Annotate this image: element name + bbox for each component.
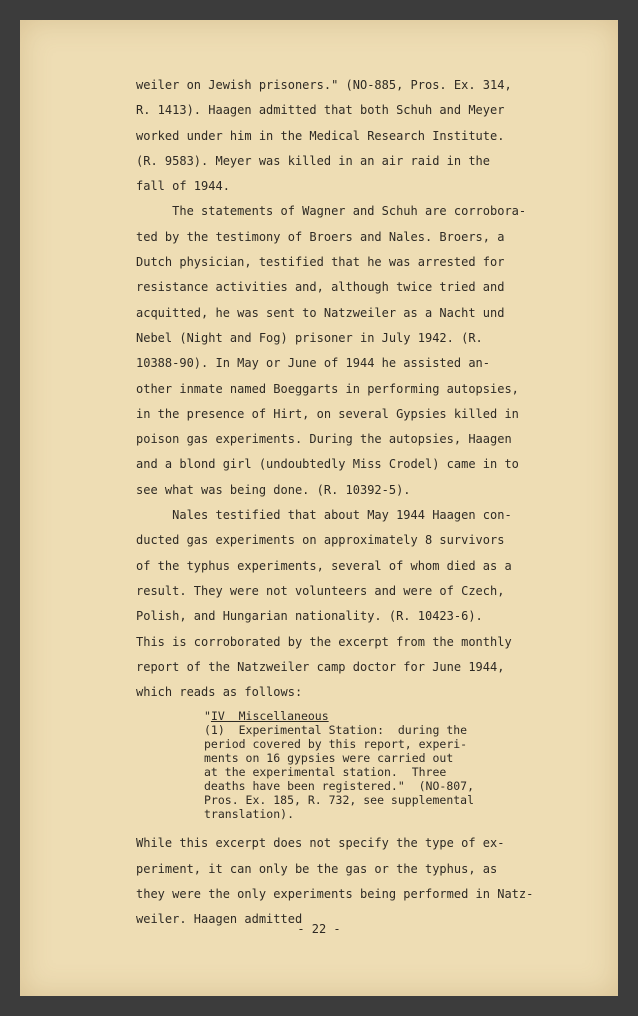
quote-line: at the experimental station. Three [204,765,447,780]
text-line: R. 1413). Haagen admitted that both Schuh and Meyer [136,103,505,118]
paragraph-1 [136,73,566,199]
text-line: report of the Natzweiler camp doctor for June 1944, [136,659,505,674]
text-line: in the presence of Hirt, on several Gypsies killed in [136,406,519,421]
text-line: periment, it can only be the gas or the typhus, as [136,861,498,876]
text-line: Polish, and Hungarian nationality. (R. 10423-6). [136,609,483,624]
text-line: Dutch physician, testified that he was arrested for [136,255,505,270]
text-line: Nales testified that about May 1944 Haagen con- [136,508,512,523]
document-page [20,20,618,996]
block-quote [204,709,566,821]
text-line: weiler on Jewish prisoners." (NO-885, Pros. Ex. 314, [136,78,512,92]
text-line: which reads as follows: [136,685,303,700]
quote-line: translation). [204,807,295,822]
quote-open-mark: " [204,709,211,724]
text-line: and a blond girl (undoubtedly Miss Crodel) came in to [136,457,519,472]
text-line: (R. 9583). Meyer was killed in an air raid in the [136,153,491,168]
text-line: resistance activities and, although twice tried and [136,280,505,295]
quote-line: deaths have been registered." (NO-807, [204,779,475,794]
paragraph-2 [136,199,566,503]
text-line: they were the only experiments being performed in Natz- [136,887,534,902]
text-line: of the typhus experiments, several of whom died as a [136,558,512,573]
quote-line: Pros. Ex. 185, R. 732, see supplemental [204,793,475,808]
paragraph-4 [136,831,566,932]
text-line: ducted gas experiments on approximately 8 survivors [136,533,505,548]
text-line: This is corroborated by the excerpt from the monthly [136,634,512,649]
text-line: result. They were not volunteers and were of Czech, [136,583,505,598]
text-line: poison gas experiments. During the autopsies, Haagen [136,432,512,447]
paragraph-3 [136,503,566,705]
body-text [136,73,566,933]
quote-line: (1) Experimental Station: during the [204,723,468,738]
text-line: Nebel (Night and Fog) prisoner in July 1942. (R. [136,330,483,345]
quote-line: period covered by this report, experi- [204,737,468,752]
text-line: acquitted, he was sent to Natzweiler as a Nacht und [136,305,505,320]
text-line: fall of 1944. [136,179,230,194]
text-line: ted by the testimony of Broers and Nales. Broers, a [136,229,505,244]
quote-heading-text: IV Miscellaneous [210,709,329,724]
text-line: weiler. Haagen admitted [136,912,303,927]
text-line: 10388-90). In May or June of 1944 he assisted an- [136,356,491,371]
text-line: The statements of Wagner and Schuh are corrobora- [136,204,527,219]
text-line: see what was being done. (R. 10392-5). [136,482,411,497]
text-line: worked under him in the Medical Research Institute. [136,128,505,143]
text-line: While this excerpt does not specify the type of ex- [136,836,505,851]
quote-heading [204,709,566,723]
text-line: other inmate named Boeggarts in performing autopsies, [136,381,519,396]
page-number: - 22 - [297,922,341,936]
quote-line: ments on 16 gypsies were carried out [204,751,454,766]
